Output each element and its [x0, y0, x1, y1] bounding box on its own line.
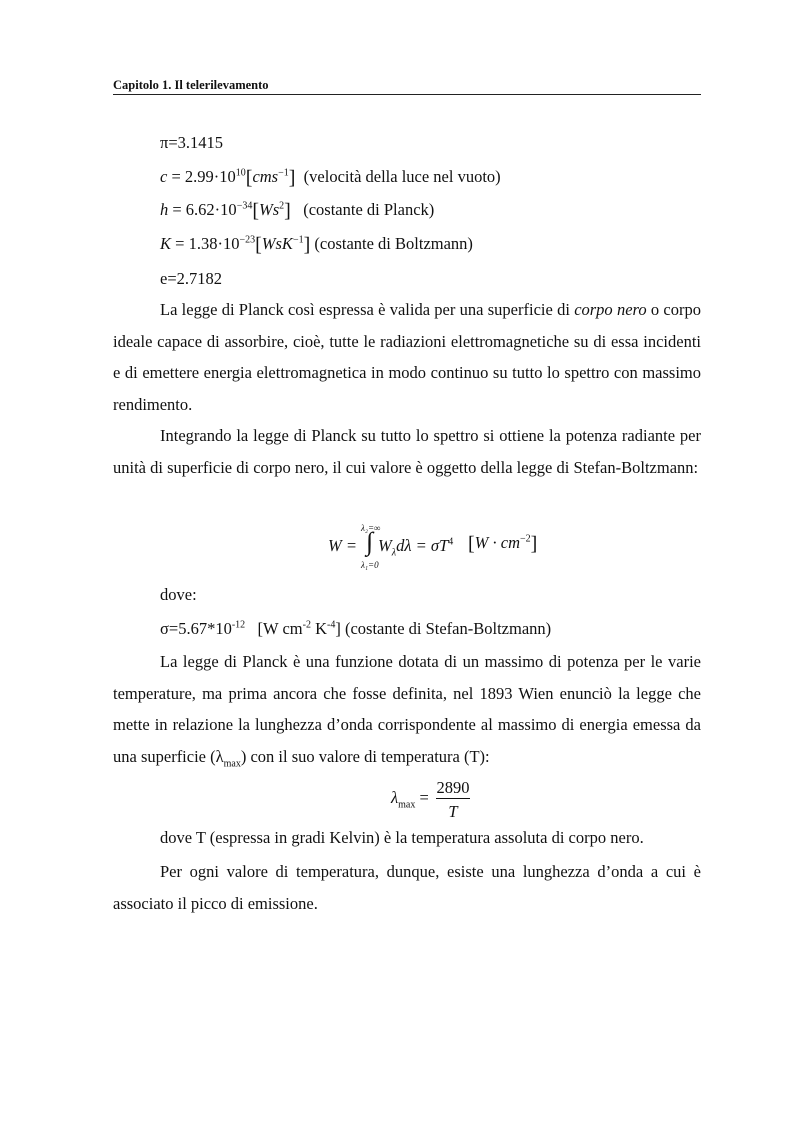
- header-rule: [113, 94, 701, 95]
- paragraph-wien: La legge di Planck è una funzione dotata di un massimo di potenza per le varie temperature, ma prima ancora che fosse definita, nel 1893 Wien enunciò la legge che mette in relazione la lunghezza d’onda corrispondente al massimo di energia emessa da una superficie $(\lambda_{max})$ con il suo valore di temperatura (T):: [113, 652, 701, 769]
- eq1-lhs: W =: [328, 536, 358, 555]
- fraction-bar: [436, 798, 470, 799]
- eq2-lhs: $\lambda_{max}$ =: [391, 788, 429, 811]
- e-constant: e=2.7182: [160, 269, 223, 288]
- eq1-lower-limit: λ₁=0: [361, 560, 379, 570]
- eq2-denominator: T: [448, 802, 458, 821]
- k-constant: $K = 1.38\cdot 10^{-23}[WsK^{-1}]$ (costante di Boltzmann): [160, 234, 473, 256]
- paragraph-stefan: Integrando la legge di Planck su tutto lo spettro si ottiene la potenza radiante per unità di superficie di corpo nero, il cui valore è oggetto della legge di Stefan-Boltzmann:: [113, 426, 701, 477]
- eq1-unit: $[W \cdot cm^{-2}]$: [468, 533, 538, 555]
- integral-sign: ∫: [366, 527, 374, 556]
- c-constant: $c = 2.99\cdot 10^{10}[cms^{-1}]$ (velocità della luce nel vuoto): [160, 167, 501, 189]
- sigma-constant: $\sigma=5.67*10^{-12}$ [W $cm^{-2}$ $K^{-4}$] (costante di Stefan-Boltzmann): [160, 619, 552, 638]
- paragraph-blackbody: La legge di Planck così espressa è valida per una superficie di corpo nero o corpo ideale capace di assorbire, cioè, tutte le radiazioni elettromagnetiche su di essa incidenti e di emettere energia elettromagnetica in modo continuo su tutto lo spettro con massimo rendimento.: [113, 300, 701, 414]
- dove-label: dove:: [160, 585, 197, 604]
- eq1-body: $W_\lambda d\lambda = \sigma T^4$: [378, 536, 454, 559]
- pi-constant: π=3.1415: [160, 133, 224, 152]
- eq2-numerator: 2890: [436, 778, 470, 797]
- chapter-header: Capitolo 1. Il telerilevamento: [113, 78, 269, 92]
- paragraph-kelvin: dove T (espressa in gradi Kelvin) è la temperatura assoluta di corpo nero.: [160, 828, 644, 847]
- eq1-upper-limit: λ₂=∞: [361, 523, 381, 533]
- paragraph-peak: Per ogni valore di temperatura, dunque, esiste una lunghezza d’onda a cui è associato il picco di emissione.: [113, 862, 701, 913]
- h-constant: $h = 6.62\cdot 10^{-34}[Ws^2]$ (costante di Planck): [160, 200, 435, 222]
